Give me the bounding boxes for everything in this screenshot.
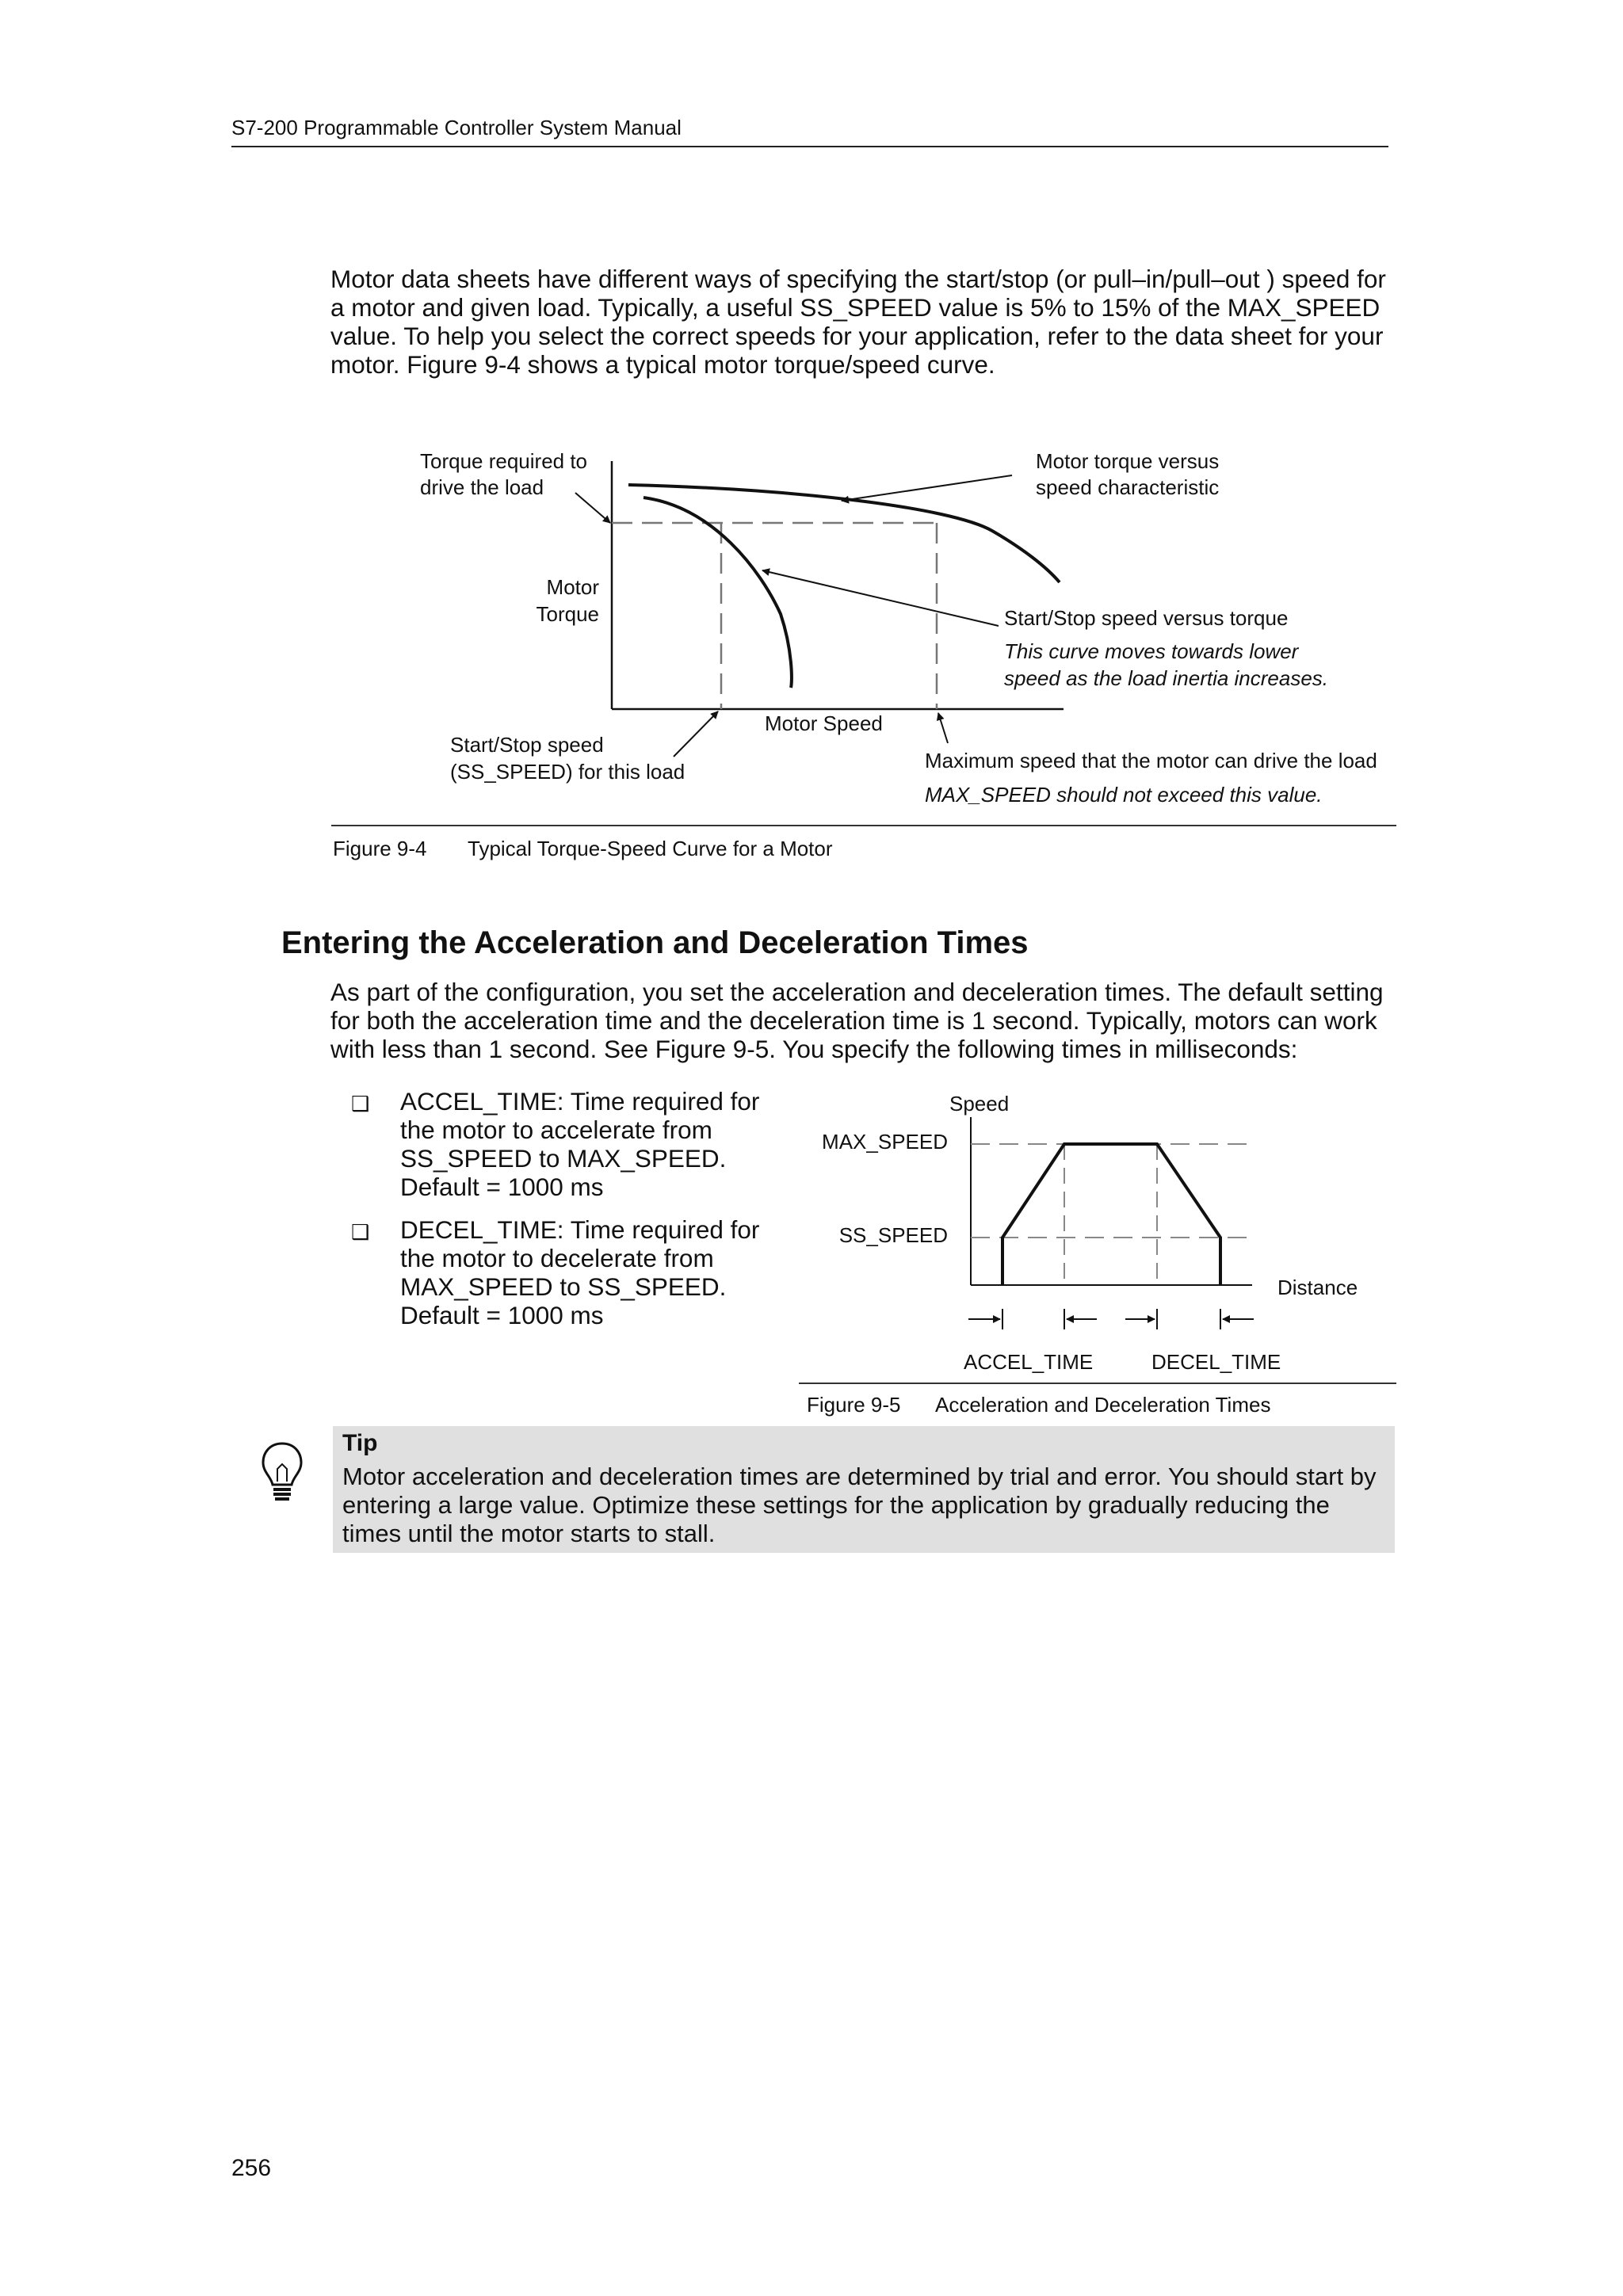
tip-title: Tip: [342, 1430, 378, 1456]
figure-9-5-caption-number: Figure 9-5: [807, 1393, 901, 1417]
section-heading: Entering the Acceleration and Deceleration Times: [281, 925, 1029, 960]
motor-torque-curve: [628, 485, 1060, 582]
label-decel-time: DECEL_TIME: [1151, 1350, 1281, 1374]
page-number: 256: [231, 2155, 272, 2181]
label-max-speed: Maximum speed that the motor can drive the load: [925, 749, 1377, 772]
motor-curve-arrow: [842, 475, 1012, 501]
figure-9-4-caption-text: Typical Torque-Speed Curve for a Motor: [468, 837, 833, 860]
section-paragraph: As part of the configuration, you set the acceleration and deceleration times. The default setting for both the acceleration time and the deceleration time is 1 second. Typically, motors can work with less than 1 second. See Figure 9-5. You specify the following times in milliseconds:: [330, 978, 1384, 1063]
figure-9-4-diagram: [0, 428, 1623, 840]
speed-profile: [1002, 1144, 1220, 1285]
label-ss-speed-2: (SS_SPEED) for this load: [450, 760, 685, 784]
figure-9-5-diagram: [0, 1077, 1623, 1379]
intro-paragraph: Motor data sheets have different ways of specifying the start/stop (or pull–in/pull–out ) speed for a motor and given load. Typically, a useful SS_SPEED value is 5% to 15% of the MAX_SPEED value. To help you select the correct speeds for your application, refer to the data sheet for your motor. Figure 9-4 shows a typical motor torque/speed curve.: [330, 265, 1386, 379]
label-max-speed-level: MAX_SPEED: [822, 1130, 948, 1154]
figure-9-5-caption-text: Acceleration and Deceleration Times: [935, 1393, 1271, 1417]
label-startstop-note-2: speed as the load inertia increases.: [1004, 666, 1329, 690]
label-max-speed-note: MAX_SPEED should not exceed this value.: [925, 783, 1323, 807]
label-motor-curve-1: Motor torque versus: [1036, 449, 1220, 473]
figure-9-5-caption: [807, 1393, 1270, 1417]
ss-speed-arrow: [674, 711, 718, 757]
figure-9-4-caption-number: Figure 9-4: [333, 837, 427, 860]
label-motor-curve-2: speed characteristic: [1036, 475, 1220, 499]
axis-speed-label: Speed: [949, 1092, 1010, 1116]
bullet-accel-time: ACCEL_TIME: Time required for the motor to accelerate from SS_SPEED to MAX_SPEED. Default = 1000 ms: [400, 1087, 760, 1201]
label-torque-required-2: drive the load: [420, 475, 544, 499]
figure-9-4-caption: [333, 837, 833, 861]
bullet-decel-time: DECEL_TIME: Time required for the motor to decelerate from MAX_SPEED to SS_SPEED. Default = 1000 ms: [400, 1215, 760, 1329]
axis-y-label-1: Motor: [546, 575, 599, 599]
label-torque-required-1: Torque required to: [420, 449, 588, 473]
header-rule: [231, 146, 1388, 147]
startstop-curve: [643, 498, 792, 688]
label-ss-speed-level: SS_SPEED: [838, 1223, 948, 1247]
bullet-marker-1: ❑: [351, 1092, 370, 1116]
startstop-curve-arrow: [762, 570, 999, 626]
max-speed-arrow: [938, 713, 948, 743]
running-header: S7-200 Programmable Controller System Manual: [231, 116, 682, 139]
label-ss-speed-1: Start/Stop speed: [450, 733, 604, 757]
axis-y-label-2: Torque: [536, 602, 599, 626]
label-accel-time: ACCEL_TIME: [964, 1350, 1094, 1374]
axis-distance-label: Distance: [1277, 1276, 1358, 1299]
lightbulb-icon: [258, 1440, 306, 1504]
torque-required-arrow: [575, 493, 610, 523]
tip-text: Motor acceleration and deceleration times are determined by trial and error. You should start by entering a large value. Optimize these settings for the application by gradually reducing the times until the motor starts to stall.: [342, 1463, 1377, 1547]
axis-x-label: Motor Speed: [765, 711, 883, 735]
figure-9-5-rule: [799, 1383, 1396, 1384]
label-startstop-note-1: This curve moves towards lower: [1004, 639, 1299, 663]
bullet-marker-2: ❑: [351, 1220, 370, 1244]
label-startstop-curve: Start/Stop speed versus torque: [1004, 606, 1289, 630]
